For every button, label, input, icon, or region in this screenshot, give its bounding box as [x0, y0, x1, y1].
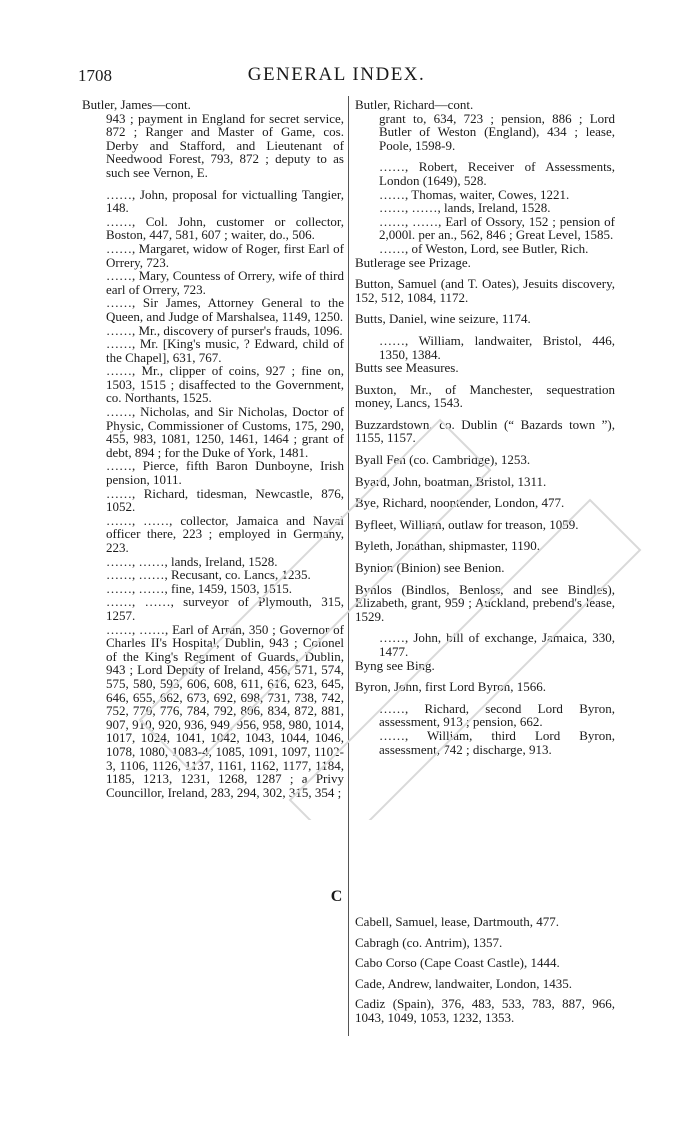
index-entry: ……, Thomas, waiter, Cowes, 1221.	[379, 186, 570, 202]
entry-head: Butler, Richard—cont.	[355, 97, 474, 112]
entry-continuation: 943 ; payment in England for secret service, 872 ; Ranger and Master of Game, cos. Derby and Stafford, and Lieutenant of Needwood Forest, 793, 872 ; deputy to as such see Vernon, E.	[106, 110, 344, 180]
index-entry: ……, Richard, second Lord Byron, assessment, 913 ; pension, 662.	[379, 700, 615, 730]
index-entry: ……, Robert, Receiver of Assessments, London (1649), 528.	[379, 159, 615, 188]
index-entry: ……, William, landwaiter, Bristol, 446, 1350, 1384.	[379, 332, 615, 362]
page-number: 1708	[78, 66, 112, 85]
index-entry: ……, William, third Lord Byron, assessment, 742 ; discharge, 913.	[379, 727, 615, 757]
index-entry: ……, of Weston, Lord, see Butler, Rich.	[379, 240, 589, 256]
index-entry: ……, ……, Earl of Arran, 350 ; Governor of Charles II's Hospital, Dublin, 943 ; Colonel of the King's Regiment of Guards, Dublin, 943 ; Lord Deputy of Ireland, 456, 571, 574, 575, 580, 593, 606, 608, 611, 616, 623, 645, 646, 655, 662, 673, 692, 698, 731, 738, 742, 752, 770, 776, 784, 792, 806, 834, 872, 881, 907, 910, 920, 936, 949, 956, 958, 980, 1014, 1017, 1024, 1041, 1042, 1043, 1044, 1046, 1078, 1080, 1083-4, 1085, 1091, 1097, 1102-3, 1106, 1126, 1137, 1161, 1162, 1177, 1184, 1185, 1213, 1231, 1268, 1287 ; a Privy Councillor, Ireland, 283, 294, 302, 315, 354 ;	[106, 621, 344, 800]
index-entry: ……, Margaret, widow of Roger, first Earl of Orrery, 723.	[106, 240, 344, 270]
index-entry: ……, Mr. [King's music, ? Edward, child of the Chapel], 631, 767.	[106, 336, 344, 365]
index-entry: Buzzardstown, co. Dublin (“ Bazards town ”), 1155, 1157.	[355, 416, 615, 446]
index-entry: ……, ……, collector, Jamaica and Naval officer there, 223 ; employed in Germany, 223.	[106, 512, 344, 555]
index-entry: ……, Richard, tidesman, Newcastle, 876, 1052.	[106, 485, 344, 515]
index-entry: ……, Col. John, customer or collector, Boston, 447, 581, 607 ; waiter, do., 506.	[106, 213, 344, 243]
index-entry: ……, ……, surveyor of Plymouth, 315, 1257.	[106, 594, 344, 623]
section-c-entries	[355, 915, 615, 1032]
index-entry: ……, ……, fine, 1459, 1503, 1515.	[106, 580, 292, 596]
index-entry: Cabo Corso (Cape Coast Castle), 1444.	[355, 955, 560, 971]
index-entry: Buxton, Mr., of Manchester, sequestration money, Lancs, 1543.	[355, 381, 615, 411]
left-entries-list	[82, 188, 344, 800]
index-entry: Butlerage see Prizage.	[355, 254, 471, 270]
index-entry: Byleth, Jonathan, shipmaster, 1190.	[355, 538, 540, 554]
index-entry: Byall Fen (co. Cambridge), 1253.	[355, 452, 531, 468]
index-entry: ……, Mr., clipper of coins, 927 ; fine on, 1503, 1515 ; disaffected to the Government, co. Northants, 1525.	[106, 363, 344, 406]
index-entry: ……, ……, Earl of Ossory, 152 ; pension of 2,000l. per an., 562, 846 ; Great Level, 1585.	[379, 213, 615, 243]
index-entry: ……, Sir James, Attorney General to the Queen, and Judge of Marshalsea, 1149, 1250.	[106, 295, 344, 324]
index-entry: ……, ……, lands, Ireland, 1528.	[106, 553, 278, 569]
index-entry: Byng see Bing.	[355, 657, 435, 673]
index-entry: ……, Pierce, fifth Baron Dunboyne, Irish pension, 1011.	[106, 458, 344, 488]
index-entry: ……, ……, Recusant, co. Lancs, 1235.	[106, 567, 311, 583]
index-entry: Byfleet, William, outlaw for treason, 1059.	[355, 516, 579, 532]
index-entry: Bye, Richard, noontender, London, 477.	[355, 495, 565, 511]
index-entry: Bynion (Binion) see Benion.	[355, 560, 505, 576]
index-entry: ……, John, bill of exchange, Jamaica, 330, 1477.	[379, 630, 615, 659]
section-letter: C	[330, 888, 343, 905]
c-entries-list	[355, 915, 615, 1025]
entry-head: Butler, James—cont.	[82, 97, 191, 112]
right-column	[355, 98, 615, 756]
running-head: GENERAL INDEX.	[247, 64, 426, 85]
right-entries-list	[355, 160, 615, 756]
index-entry: Butts see Measures.	[355, 360, 459, 376]
index-entry: Button, Samuel (and T. Oates), Jesuits discovery, 152, 512, 1084, 1172.	[355, 276, 615, 305]
index-entry: Cabragh (co. Antrim), 1357.	[355, 934, 503, 950]
index-entry: ……, Mary, Countess of Orrery, wife of third earl of Orrery, 723.	[106, 268, 344, 297]
left-column	[82, 98, 344, 799]
index-entry: Cadiz (Spain), 376, 483, 533, 783, 887, 966, 1043, 1049, 1053, 1232, 1353.	[355, 996, 615, 1025]
index-entry: Bynlos (Bindlos, Benloss, and see Bindles), Elizabeth, grant, 959 ; Auckland, prebend's lease, 1529.	[355, 581, 615, 624]
index-entry: Cabell, Samuel, lease, Dartmouth, 477.	[355, 914, 559, 929]
index-entry: ……, ……, lands, Ireland, 1528.	[379, 200, 551, 216]
index-entry: Byard, John, boatman, Bristol, 1311.	[355, 473, 547, 489]
index-entry: Butts, Daniel, wine seizure, 1174.	[355, 311, 531, 327]
index-entry: Byron, John, first Lord Byron, 1566.	[355, 679, 547, 695]
index-entry: ……, Mr., discovery of purser's frauds, 1096.	[106, 322, 343, 338]
entry-continuation: grant to, 634, 723 ; pension, 886 ; Lord Butler of Weston (England), 434 ; lease, Poole, 1598-9.	[379, 110, 615, 153]
index-entry: Cade, Andrew, landwaiter, London, 1435.	[355, 975, 573, 991]
index-entry: ……, Nicholas, and Sir Nicholas, Doctor of Physic, Commissioner of Customs, 175, 290, 455, 983, 1081, 1250, 1461, 1464 ; grant of debt, 894 ; for the Duke of York, 1481.	[106, 404, 344, 460]
index-entry: ……, John, proposal for victualling Tangier, 148.	[106, 186, 344, 216]
